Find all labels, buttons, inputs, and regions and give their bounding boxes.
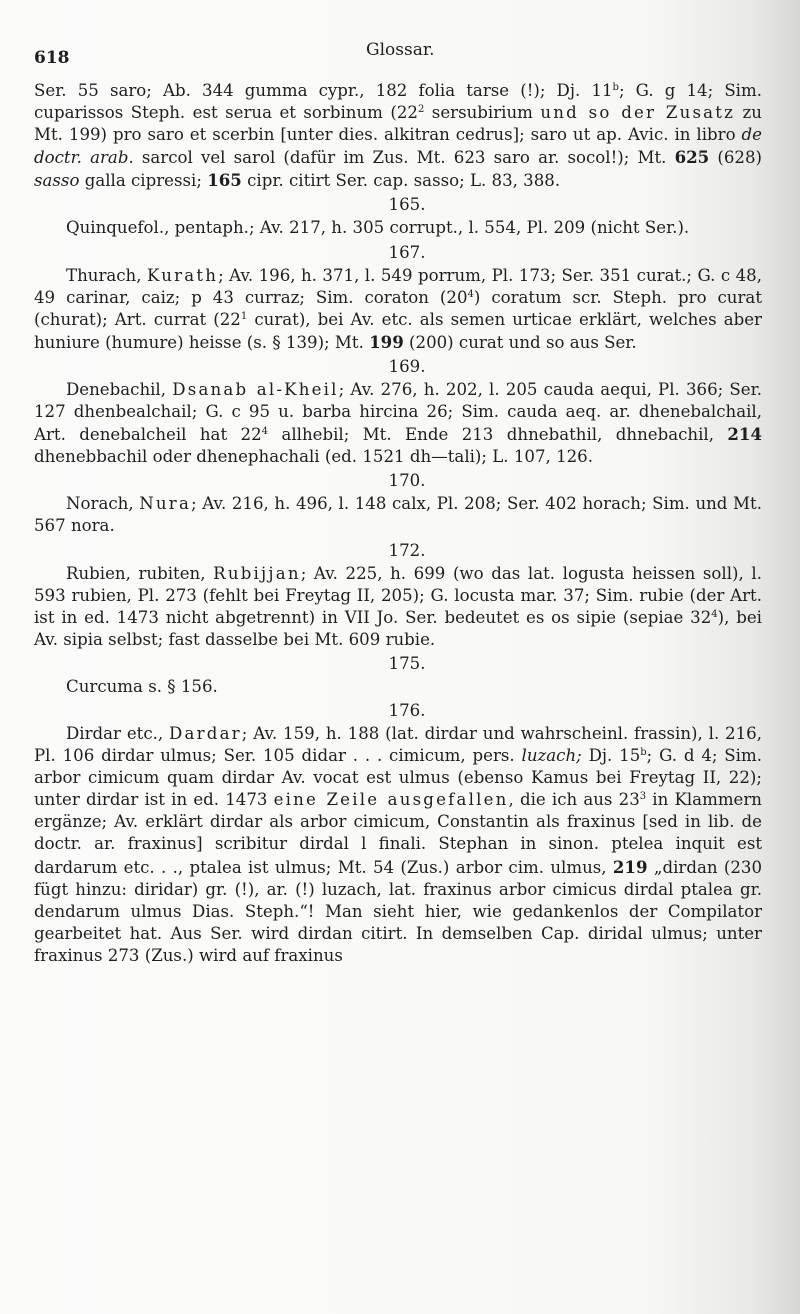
entry-167: Thurach, Kurath; Av. 196, h. 371, l. 549 porrum, Pl. 173; Ser. 351 curat.; G. c 48, 49 carinar, caiz; p 43 curraz; Sim. coraton $(20^4)$ coratum scr. Steph. pro curat (churat); Art. currat ($22^1$ curat), bei Av. etc. als semen urticae erklärt, welches aber huniure (humure) heisse (s. § 139); Mt. 199 (200) curat und so aus Ser. [34, 265, 762, 352]
section-heading-167: 167. [388, 242, 426, 262]
running-title: Glossar. [366, 40, 435, 60]
section-heading-170: 170. [388, 471, 426, 491]
entry-170: Norach, Nura; Av. 216, h. 496, l. 148 calx, Pl. 208; Ser. 402 horach; Sim. und Mt. 567 nora. [34, 494, 762, 536]
entry-169: Denebachil, Dsanab al-Kheil; Av. 276, h. 202, l. 205 cauda aequi, Pl. 366; Ser. 127 dhenbealchail; G. c 95 u. barba hircina 26; Sim. cauda aeq. ar. dhenebalchail, Art. denebalcheil hat $22^4$ allhebil; Mt. Ende 213 dhnebathil, dhnebachil, 214 dhenebbachil oder dhenephachali (ed. 1521 dh—tali); L. 107, 126. [34, 379, 763, 467]
section-heading-172: 172. [388, 540, 426, 560]
entry-172: Rubien, rubiten, Rubijjan; Av. 225, h. 699 (wo das lat. logusta heissen soll), l. 593 rubien, Pl. 273 (fehlt bei Freytag II, 205); G. locusta mar. 37; Sim. rubie (der Art. ist in ed. 1473 nicht abgetrennt) in VII Jo. Ser. bedeutet es os sipie (sepiae $32^4$), bei Av. sipia selbst; fast dasselbe bei Mt. 609 rubie. [34, 563, 762, 649]
section-heading-176: 176. [388, 700, 426, 720]
page-header [34, 40, 762, 80]
entry-continuation: Ser. 55 saro; Ab. 344 gumma cypr., 182 folia tarse (!); Dj. 11$^b$; G. g 14; Sim. cuparissos Steph. est serua et sorbinum ($22^2$ sersubirium und so der Zusatz zu Mt. 199) pro saro et scerbin [unter dies. alkitran cedrus]; saro ut ap. Avic. in libro de doctr. arab. sarcol vel sarol (dafür im Zus. Mt. 623 saro ar. socol!); Mt. 625 (628) sasso galla cipressi; 165 cipr. citirt Ser. cap. sasso; L. 83, 388. [34, 81, 762, 191]
glossary-body [34, 80, 762, 967]
entry-176: Dirdar etc., Dardar; Av. 159, h. 188 (lat. dirdar und wahrscheinl. frassin), l. 216, Pl. 106 dirdar ulmus; Ser. 105 didar . . . cimicum, pers. luzach; Dj. 15$^b$; G. d 4; Sim. arbor cimicum quam dirdar Av. vocat est ulmus (ebenso Kamus bei Freytag II, 22); unter dirdar ist in ed. 1473 eine Zeile ausgefallen, die ich aus $23^3$ in Klammern ergänze; Av. erklärt dirdar als arbor cimicum, Constantin als fraxinus [sed in lib. de doctr. ar. fraxinus] scribitur dirdal l finali. Stephan in sinon. ptelea inquit est dardarum etc. . ., ptalea ist ulmus; Mt. 54 (Zus.) arbor cim. ulmus, 219 „dirdan (230 fügt hinzu: diridar) gr. (!), ar. (!) luzach, lat. fraxinus arbor cimicus dirdal ptalea gr. dendarum ulmus Dias. Steph.“! Man sieht hier, wie gedankenlos der Compilator gearbeitet hat. Aus Ser. wird dirdan citirt. In demselben Cap. diridal ulmus; unter fraxinus 273 (Zus.) wird auf fraxinus [34, 723, 763, 965]
section-heading-175: 175. [388, 653, 426, 673]
section-heading-165: 165. [388, 195, 426, 215]
page-number: 618 [34, 48, 70, 68]
section-heading-169: 169. [388, 356, 426, 376]
entry-165: Quinquefol., pentaph.; Av. 217, h. 305 corrupt., l. 554, Pl. 209 (nicht Ser.). [66, 218, 690, 238]
entry-175: Curcuma s. § 156. [66, 676, 218, 696]
